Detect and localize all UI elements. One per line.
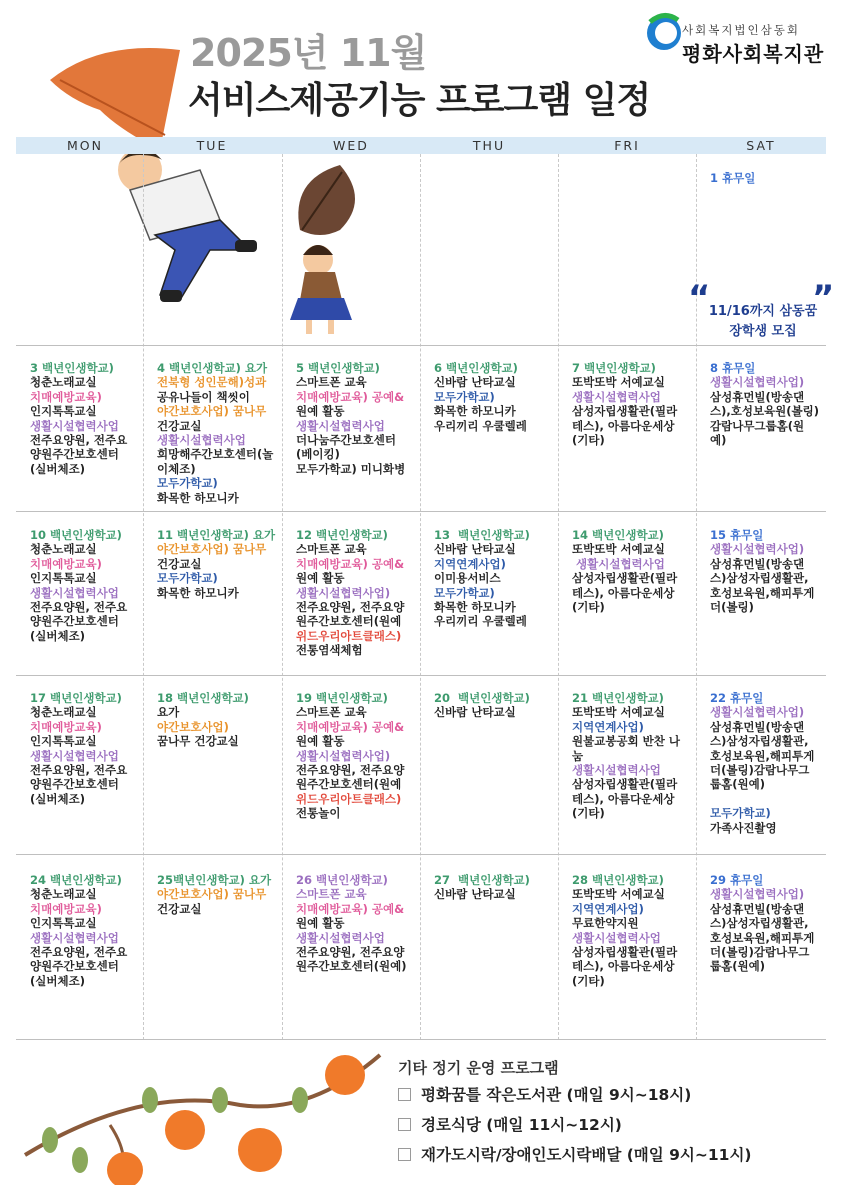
- program-line: 화목한 하모니카: [434, 404, 516, 419]
- program-line: 테스), 아름다운세상: [572, 791, 675, 806]
- program-line: 룹홈(원예): [710, 777, 765, 792]
- organization-logo: [644, 12, 684, 54]
- program-line: 청춘노래교실: [30, 705, 97, 720]
- program-line: 전통놀이: [296, 806, 341, 821]
- checkbox-icon: [398, 1088, 411, 1101]
- program-line: 호성보육원,해피투게: [710, 930, 815, 945]
- day-cell-21: [572, 691, 700, 821]
- program-line: 모두가학교): [710, 806, 771, 821]
- program-line: 치매예방교육): [30, 901, 102, 916]
- program-line: 모두가학교): [434, 585, 495, 600]
- program-line: 삼성휴먼빌(방송댄: [710, 901, 805, 916]
- program-line: 생활시설협력사업): [710, 542, 805, 557]
- day-number-label: 28 백년인생학교): [572, 873, 664, 887]
- day-cell-27: [434, 873, 562, 902]
- program-line: 전주요양원, 전주요양: [296, 600, 405, 615]
- program-line: 지역연계사업): [572, 901, 644, 916]
- day-number-label: 26 백년인생학교): [296, 873, 388, 887]
- program-line: 스마트폰 교육: [296, 887, 367, 902]
- program-line: 화목한 하모니카: [157, 585, 239, 600]
- program-line: (기타): [572, 806, 605, 821]
- program-line: 야간보호사업) 꿈나무: [157, 887, 267, 902]
- program-line: 또박또박 서예교실: [572, 705, 665, 720]
- program-line: [710, 792, 838, 806]
- day-number-label: 13 백년인생학교): [434, 528, 530, 542]
- open-quote-mark: “: [688, 278, 711, 318]
- program-line: 모두가학교) 미니화병: [296, 461, 406, 476]
- day-number-label: 3 백년인생학교): [30, 361, 114, 375]
- program-line: 원예 활동: [296, 734, 345, 749]
- day-cell-20: [434, 691, 562, 720]
- program-line: 야간보호사업) 꿈나무: [157, 542, 267, 557]
- program-line: 요가: [157, 705, 180, 720]
- program-line: 치매예방교육): [30, 556, 102, 571]
- day-cell-29: [710, 873, 838, 974]
- program-line: 전주요양원, 전주요: [30, 600, 128, 615]
- program-line: 우리끼리 우쿨렐레: [434, 614, 527, 629]
- year-month: 2025년 11월: [190, 31, 427, 75]
- program-line: 스마트폰 교육: [296, 375, 367, 390]
- program-line: 화목한 하모니카: [434, 600, 516, 615]
- day-number-label: 6 백년인생학교): [434, 361, 518, 375]
- program-line: 치매예방교육) 공예&: [296, 389, 405, 404]
- program-line: 청춘노래교실: [30, 542, 97, 557]
- program-line: 이미용서비스: [434, 571, 501, 586]
- program-line: 또박또박 서예교실: [572, 887, 665, 902]
- program-line: 스마트폰 교육: [296, 705, 367, 720]
- program-line: 전통염색체험: [296, 643, 363, 658]
- program-line: 생활시설협력사업): [296, 585, 391, 600]
- program-line: 치매예방교육): [30, 389, 102, 404]
- program-line: 우리끼리 우쿨렐레: [434, 418, 527, 433]
- day-cell-22: [710, 691, 838, 835]
- notice-line-1: 11/16까지 삼동꿈: [708, 304, 818, 319]
- day-cell-8: [710, 361, 838, 447]
- day-number-label: 20 백년인생학교): [434, 691, 530, 705]
- program-line: 원예 활동: [296, 916, 345, 931]
- program-line: 원주간보호센터(원예: [296, 777, 402, 792]
- program-line: 신바람 난타교실: [434, 542, 516, 557]
- notice-line-2: 장학생 모집: [729, 324, 797, 339]
- program-line: 지역연계사업): [434, 556, 506, 571]
- program-line: 생활시설협력사업: [572, 930, 661, 945]
- day-cell-19: [296, 691, 426, 821]
- program-line: 치매예방교육) 공예&: [296, 556, 405, 571]
- program-line: 화목한 하모니카: [157, 490, 239, 505]
- program-line: 양원주간보호센터: [30, 447, 119, 462]
- day-number-label: 14 백년인생학교): [572, 528, 664, 542]
- program-line: 꿈나무 건강교실: [157, 734, 239, 749]
- day-number-label: 27 백년인생학교): [434, 873, 530, 887]
- program-line: 생활시설협력사업: [572, 763, 661, 778]
- program-line: 룹홈(원예): [710, 959, 765, 974]
- weekday-wed: WED: [333, 138, 369, 153]
- program-line: (실버체조): [30, 628, 85, 643]
- weekday-thu: THU: [472, 138, 506, 153]
- program-line: 인지톡톡교실: [30, 734, 97, 749]
- program-line: 위드우리아트클래스): [296, 791, 402, 806]
- program-line: 전주요양원, 전주요: [30, 945, 128, 960]
- program-line: 무료한약지원: [572, 916, 639, 931]
- program-line: 양원주간보호센터: [30, 614, 119, 629]
- program-line: 희망해주간보호센터(놀: [157, 447, 274, 462]
- day-cell-28: [572, 873, 700, 988]
- day-number-label: 4 백년인생학교) 요가: [157, 361, 268, 375]
- day-number-label: 10 백년인생학교): [30, 528, 122, 542]
- program-line: 청춘노래교실: [30, 887, 97, 902]
- program-line: 신바람 난타교실: [434, 375, 516, 390]
- program-line: 지역연계사업): [572, 719, 644, 734]
- page-title: 서비스제공기능 프로그램 일정: [188, 80, 651, 121]
- extra-program-item: 재가도시락/장애인도시락배달 (매일 9시~11시): [398, 1143, 752, 1165]
- program-line: 신바람 난타교실: [434, 887, 516, 902]
- program-line: 치매예방교육): [30, 719, 102, 734]
- program-line: (실버체조): [30, 461, 85, 476]
- program-line: 생활시설협력사업: [572, 556, 665, 571]
- program-line: 예): [710, 433, 727, 448]
- program-line: 전주요양원, 전주요양: [296, 763, 405, 778]
- program-line: 생활시설협력사업: [296, 930, 385, 945]
- program-line: 전북형 성인문해)성과: [157, 375, 267, 390]
- program-line: 원불교봉공회 반찬 나: [572, 734, 680, 749]
- program-line: 생활시설협력사업: [296, 418, 385, 433]
- program-line: 더(볼링)감람나무그: [710, 763, 810, 778]
- program-line: 양원주간보호센터: [30, 959, 119, 974]
- program-line: 테스), 아름다운세상: [572, 585, 675, 600]
- program-line: 신바람 난타교실: [434, 705, 516, 720]
- day-number-label: 1 휴무일: [710, 171, 756, 185]
- day-cell-25: [157, 873, 289, 916]
- program-line: 원예 활동: [296, 404, 345, 419]
- day-number-label: 18 백년인생학교): [157, 691, 249, 705]
- day-number-label: 19 백년인생학교): [296, 691, 388, 705]
- program-line: 테스), 아름다운세상: [572, 418, 675, 433]
- program-line: 모두가학교): [157, 476, 218, 491]
- program-line: 공유나들이 책씻이: [157, 389, 250, 404]
- org-subtitle: 사회복지법인삼동회: [682, 23, 800, 37]
- program-line: 인지톡톡교실: [30, 404, 97, 419]
- program-line: 양원주간보호센터: [30, 777, 119, 792]
- checkbox-icon: [398, 1118, 411, 1131]
- day-cell-15: [710, 528, 838, 614]
- program-line: 삼성자립생활관(필라: [572, 777, 678, 792]
- day-cell-18: [157, 691, 289, 749]
- program-line: 생활시설협력사업: [572, 389, 661, 404]
- program-line: 삼성휴먼빌(방송댄: [710, 389, 805, 404]
- program-line: 삼성휴먼빌(방송댄: [710, 719, 805, 734]
- program-line: 모두가학교): [157, 571, 218, 586]
- program-line: 스)삼성자립생활관,: [710, 571, 809, 586]
- program-line: 삼성자립생활관(필라: [572, 404, 678, 419]
- weekday-mon: MON: [67, 138, 103, 153]
- program-line: 전주요양원, 전주요양: [296, 945, 405, 960]
- day-cell-10: [30, 528, 158, 643]
- day-cell-7: [572, 361, 700, 447]
- program-line: 치매예방교육) 공예&: [296, 719, 405, 734]
- day-cell-14: [572, 528, 700, 614]
- program-line: 스),호성보육원(볼링): [710, 404, 820, 419]
- program-line: 생활시설협력사업): [710, 375, 805, 390]
- persimmon-branch-illustration: [20, 1045, 390, 1185]
- program-line: 전주요양원, 전주요: [30, 763, 128, 778]
- program-line: (기타): [572, 433, 605, 448]
- program-line: (실버체조): [30, 791, 85, 806]
- program-line: 생활시설협력사업): [710, 887, 805, 902]
- program-line: 건강교실: [157, 556, 202, 571]
- program-line: 야간보호사업) 꿈나무: [157, 404, 267, 419]
- program-line: 호성보육원,해피투게: [710, 585, 815, 600]
- day-number-label: 8 휴무일: [710, 361, 756, 375]
- program-line: 건강교실: [157, 418, 202, 433]
- program-line: 더나눔주간보호센터: [296, 433, 396, 448]
- program-line: 스마트폰 교육: [296, 542, 367, 557]
- program-line: 스)삼성자립생활관,: [710, 916, 809, 931]
- program-line: 인지톡톡교실: [30, 916, 97, 931]
- weekday-tue: TUE: [196, 138, 228, 153]
- org-name: 평화사회복지관: [682, 42, 825, 66]
- program-line: 삼성자립생활관(필라: [572, 945, 678, 960]
- day-number-label: 11 백년인생학교) 요가: [157, 528, 276, 542]
- program-line: 치매예방교육) 공예&: [296, 901, 405, 916]
- program-line: 건강교실: [157, 901, 202, 916]
- program-line: 생활시설협력사업): [710, 705, 805, 720]
- day-number-label: 25백년인생학교) 요가: [157, 873, 272, 887]
- day-cell-5: [296, 361, 426, 476]
- program-line: (기타): [572, 600, 605, 615]
- day-cell-17: [30, 691, 158, 806]
- program-line: 야간보호사업): [157, 719, 229, 734]
- day-cell-11: [157, 528, 289, 600]
- extra-programs-title: 기타 정기 운영 프로그램: [398, 1059, 559, 1077]
- day-number-label: 22 휴무일: [710, 691, 764, 705]
- scholarship-notice: [700, 302, 826, 342]
- day-number-label: 12 백년인생학교): [296, 528, 388, 542]
- program-line: 더(볼링)감람나무그: [710, 945, 810, 960]
- checkbox-icon: [398, 1148, 411, 1161]
- program-line: 또박또박 서예교실: [572, 375, 665, 390]
- program-line: 호성보육원,해피투게: [710, 748, 815, 763]
- program-line: 이체조): [157, 461, 196, 476]
- program-line: (베이킹): [296, 447, 340, 462]
- program-line: 인지톡톡교실: [30, 571, 97, 586]
- program-line: 삼성자립생활관(필라: [572, 571, 678, 586]
- weekday-header: [16, 137, 826, 154]
- day-number-label: 24 백년인생학교): [30, 873, 122, 887]
- program-line: 가족사진촬영: [710, 820, 777, 835]
- program-line: 눔: [572, 748, 584, 763]
- program-line: 스)삼성자립생활관,: [710, 734, 809, 749]
- program-line: (실버체조): [30, 973, 85, 988]
- program-line: 전주요양원, 전주요: [30, 433, 128, 448]
- day-number-label: 21 백년인생학교): [572, 691, 664, 705]
- day-cell-6: [434, 361, 562, 433]
- weekday-sat: SAT: [746, 138, 776, 153]
- program-line: 테스), 아름다운세상: [572, 959, 675, 974]
- program-line: 생활시설협력사업: [30, 748, 119, 763]
- day-cell-13: [434, 528, 562, 629]
- day-cell-26: [296, 873, 426, 974]
- day-number-label: 17 백년인생학교): [30, 691, 122, 705]
- day-cell-1: [710, 171, 838, 185]
- day-number-label: 5 백년인생학교): [296, 361, 380, 375]
- day-cell-24: [30, 873, 158, 988]
- program-line: 생활시설협력사업: [157, 433, 246, 448]
- day-cell-3: [30, 361, 158, 476]
- day-number-label: 7 백년인생학교): [572, 361, 656, 375]
- extra-program-item: 평화꿈틀 작은도서관 (매일 9시~18시): [398, 1083, 691, 1105]
- day-number-label: 15 휴무일: [710, 528, 764, 542]
- close-quote-mark: ”: [812, 278, 835, 318]
- day-number-label: 29 휴무일: [710, 873, 764, 887]
- program-line: 생활시설협력사업: [30, 418, 119, 433]
- extra-program-item: 경로식당 (매일 11시~12시): [398, 1113, 622, 1135]
- program-line: 모두가학교): [434, 389, 495, 404]
- day-cell-12: [296, 528, 426, 658]
- program-line: 청춘노래교실: [30, 375, 97, 390]
- program-line: 원주간보호센터(원예: [296, 614, 402, 629]
- program-line: 또박또박 서예교실: [572, 542, 665, 557]
- program-line: 생활시설협력사업: [30, 585, 119, 600]
- program-line: (기타): [572, 973, 605, 988]
- day-cell-4: [157, 361, 289, 505]
- program-line: 위드우리아트클래스): [296, 628, 402, 643]
- weekday-fri: FRI: [614, 138, 640, 153]
- program-line: 원주간보호센터(원예): [296, 959, 407, 974]
- program-line: 삼성휴먼빌(방송댄: [710, 556, 805, 571]
- program-line: 감람나무그룹홈(원: [710, 418, 805, 433]
- program-line: 더(볼링): [710, 600, 754, 615]
- program-line: 원예 활동: [296, 571, 345, 586]
- program-line: 생활시설협력사업): [296, 748, 391, 763]
- program-line: 생활시설협력사업: [30, 930, 119, 945]
